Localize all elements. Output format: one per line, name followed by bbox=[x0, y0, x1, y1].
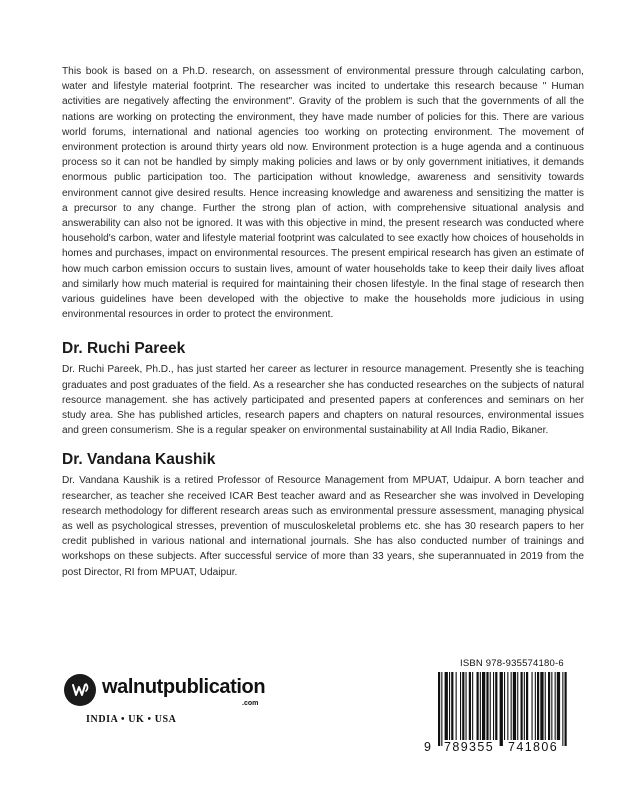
publisher-domain: .com bbox=[242, 700, 259, 707]
walnut-logo-icon bbox=[64, 674, 96, 706]
barcode-digit-lead: 9 bbox=[424, 740, 433, 754]
publisher-regions: INDIA • UK • USA bbox=[86, 714, 177, 725]
barcode-digits-left: 789355 bbox=[444, 740, 495, 754]
book-description: This book is based on a Ph.D. research, on assessment of environmental pressure through calculating carbon, water and lifestyle material footprint. The researcher was incited to undertake this research because " Human activities are negatively affecting the environment". Gravity of the problem is such that the governments of all the nations are working on protecting the environment, they have made number of policies for this. There are various world forums, international and national agencies too working on protecting environment. The movement of environment protection is around thirty years old now. Environment protection is a huge agenda and a continuous process so it can not be handled by simply making policies and laws or by only government initiatives, it demands enormous public participation too. The participation without knowledge, awareness and sensitivity towards environment cannot give desired results. Hence increasing knowledge and awareness and sensitizing the matter is a precursor to any change. Further the strong plan of action, with comprehensive situational analysis and answerability can also not be ignored. It was with this objective in mind, the present research was conducted where household's carbon, water and lifestyle material footprint was calculated to see exactly how choices of households in homes and purchases, impact on environmental resources. The present empirical research has given an estimate of how much carbon emission occurs to sustain lives, amount of water households take to keep their daily lives afloat and similarly how much material is required for maintaining their chosen lifestyle. In the final stage of research then various guidelines have been developed with the objective to make the households more judicious in using environmental resources in order to protect the environment. bbox=[62, 66, 584, 321]
publisher-block bbox=[64, 672, 294, 752]
author-bio-1: Dr. Ruchi Pareek, Ph.D., has just started her career as lecturer in resource management. Presently she is teaching graduates and post graduates of the field. As a researcher she has conducted researches on the subjects of natural resource management. she has actively participated and presented papers at conferences and seminars on her study area. She has published articles, research papers and chapters on natural resources, environmental issues and green consumerism. She is a regular speaker on environmental sustainability at All India Radio, Bikaner. bbox=[62, 364, 584, 437]
back-cover-content bbox=[62, 64, 584, 580]
publisher-name: walnutpublication bbox=[102, 676, 266, 698]
author-bio-2: Dr. Vandana Kaushik is a retired Professor of Resource Management from MPUAT, Udaipur. A born teacher and researcher, as teacher she received ICAR Best teacher award and as Researcher she was involved in Developing research methodology for different research areas such as environmental pressure assessment, managing physical as well as psychological stresses, prevention of musculoskeletal problems etc. she has 30 research papers to her credit published in various national and international journals. She has also conducted number of trainings and workshops on these subjects. After successful service of more than 33 years, she superannuated in 2019 from the post Director, RI from MPUAT, Udaipur. bbox=[62, 475, 584, 578]
author-name-2: Dr. Vandana Kaushik bbox=[62, 451, 216, 469]
isbn-label: ISBN 978-935574180-6 bbox=[460, 658, 564, 669]
isbn-barcode bbox=[424, 656, 576, 760]
barcode-digits-right: 741806 bbox=[508, 740, 559, 754]
author-name-1: Dr. Ruchi Pareek bbox=[62, 340, 186, 358]
